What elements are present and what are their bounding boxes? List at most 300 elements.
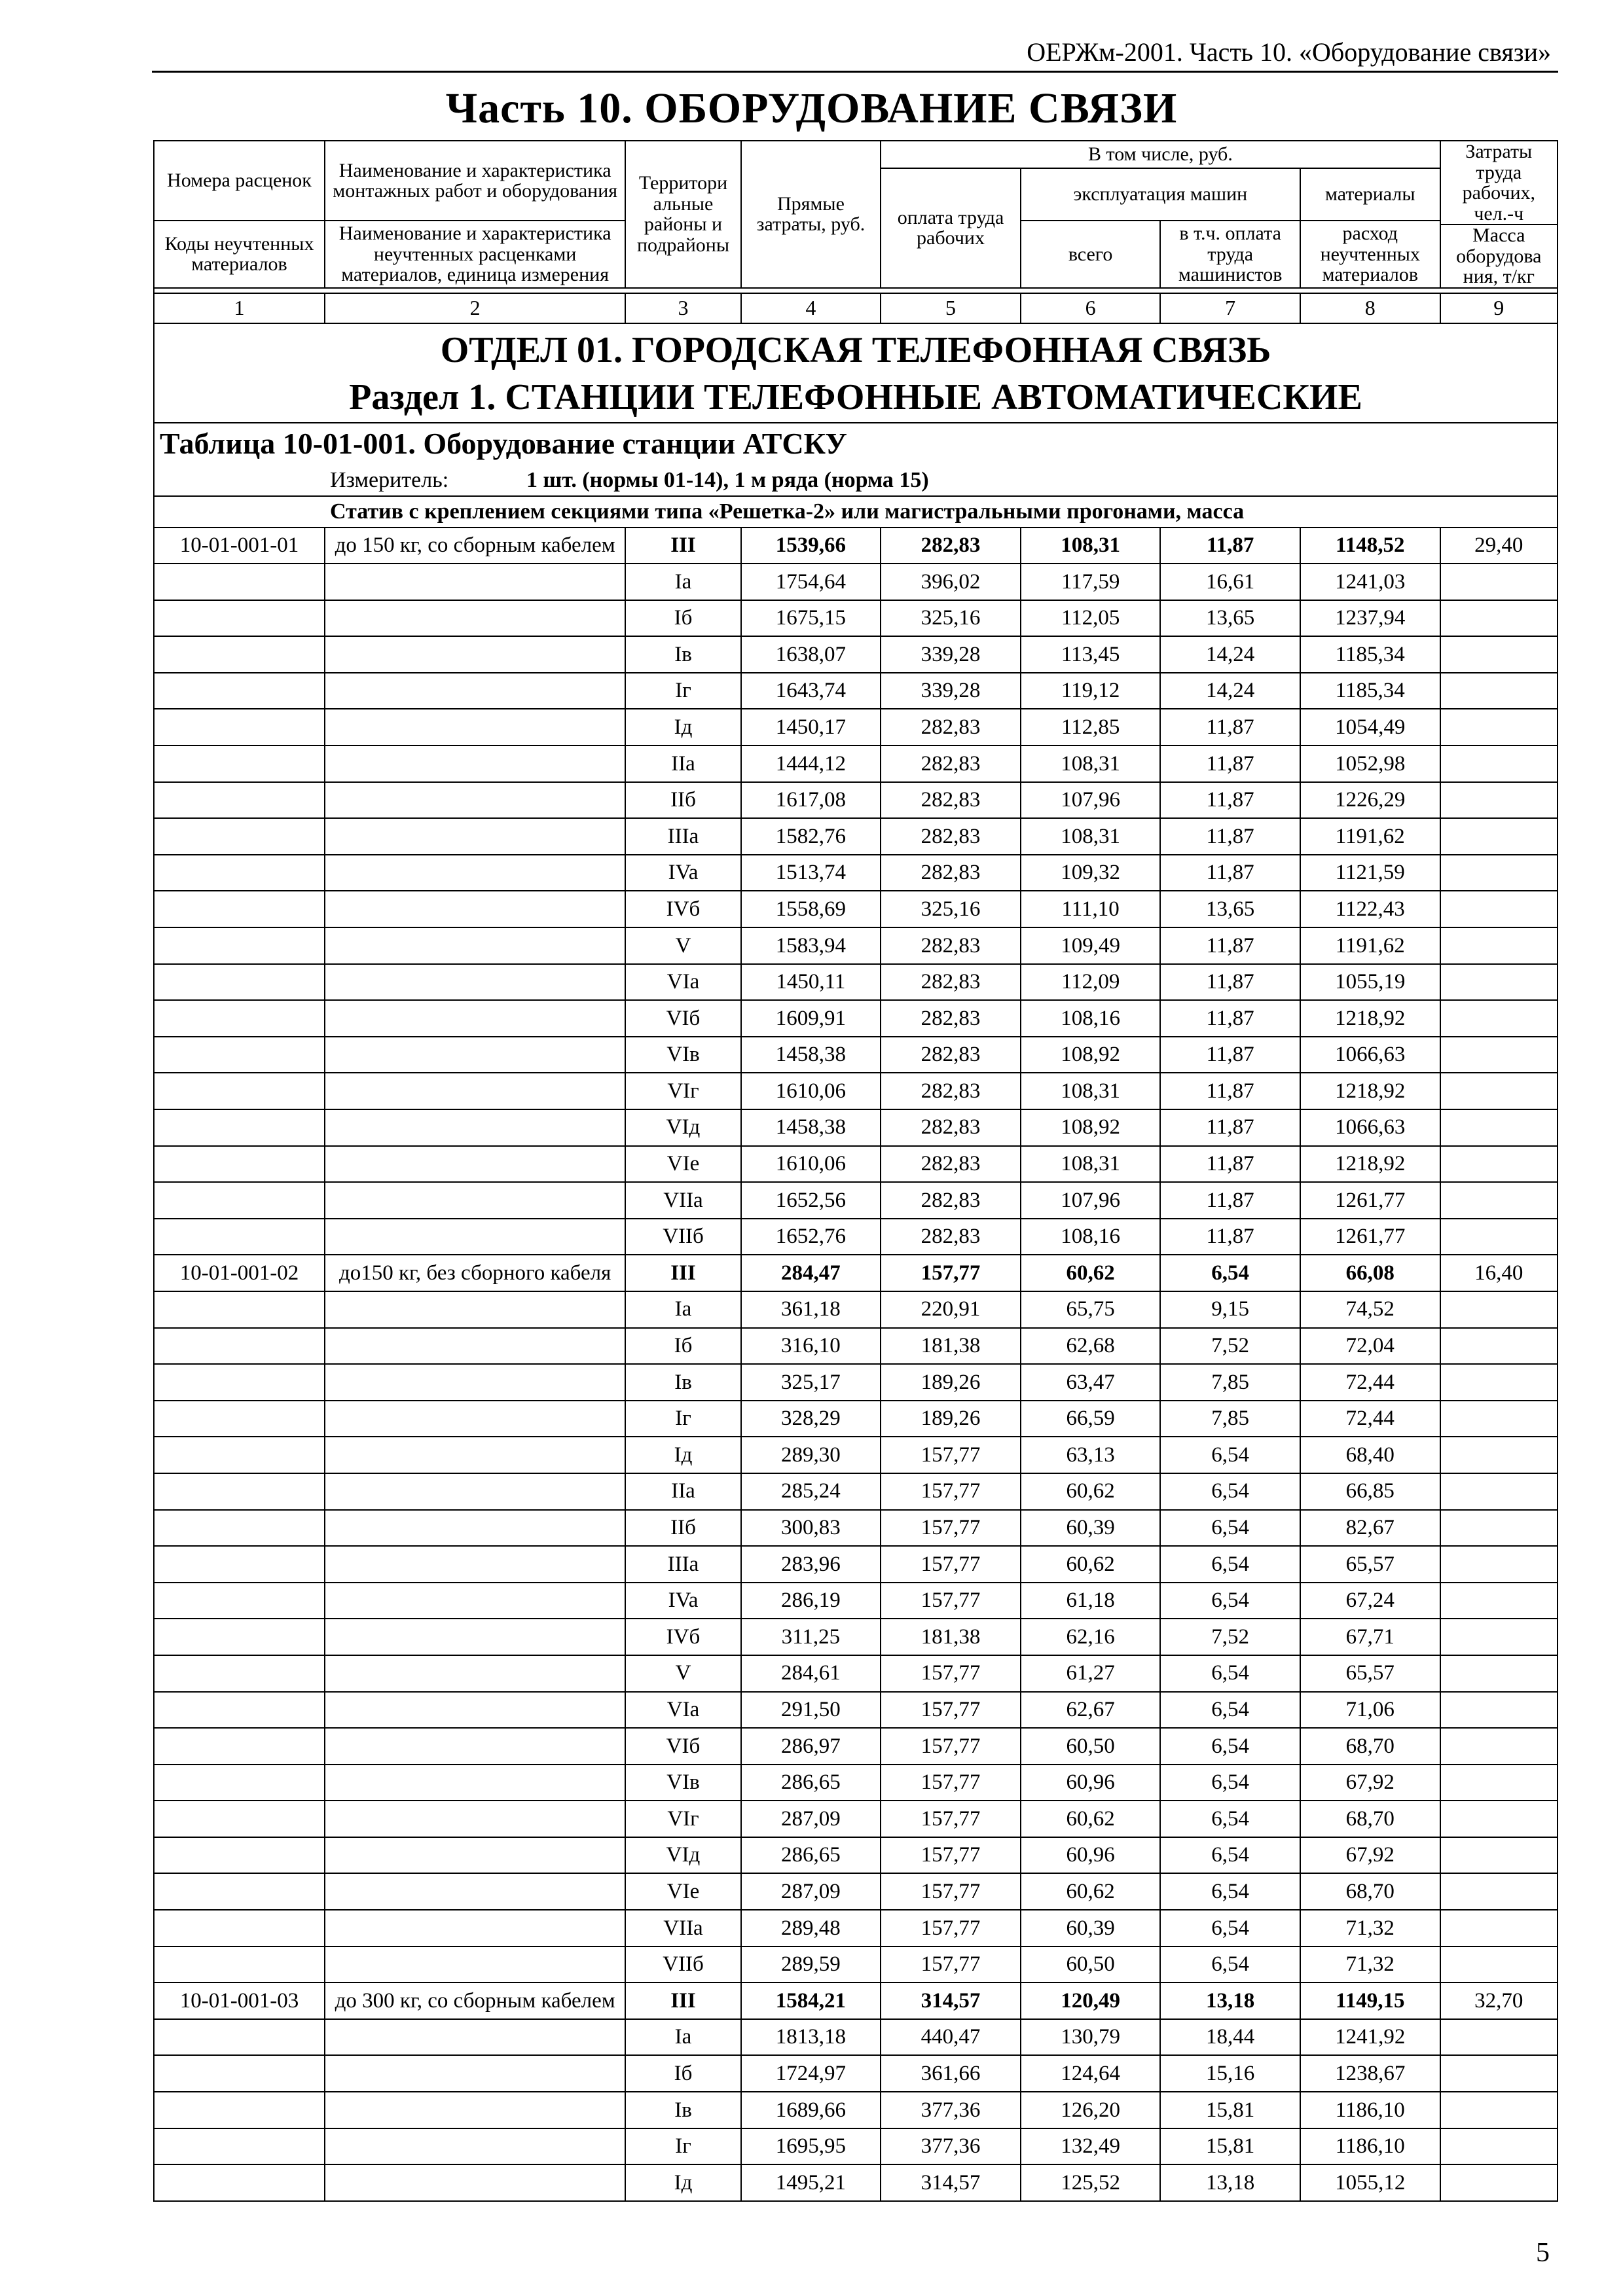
wage-cell: 282,83 — [881, 855, 1021, 891]
table-row — [154, 709, 1558, 745]
header-machines-total: всего — [1021, 221, 1161, 288]
work-name-cell — [325, 1655, 625, 1692]
table-row — [154, 1583, 1558, 1619]
machine-cost-cell: 112,05 — [1021, 600, 1161, 637]
territory-cell: IIa — [625, 745, 740, 782]
labor-cost-cell — [1440, 1037, 1558, 1073]
header-wages: оплата труда рабочих — [881, 168, 1021, 288]
rate-code-cell — [154, 1728, 325, 1765]
work-name-cell — [325, 927, 625, 964]
rack-description: Статив с креплением секциями типа «Решетка-2» или магистральными прогонами, масса — [154, 496, 1558, 528]
table-row — [154, 2055, 1558, 2092]
labor-cost-cell — [1440, 855, 1558, 891]
table-title: Таблица 10-01-001. Оборудование станции АТСКУ — [154, 423, 1558, 465]
rate-code-cell — [154, 1073, 325, 1109]
direct-cost-cell: 287,09 — [741, 1801, 881, 1837]
rate-code-cell — [154, 782, 325, 819]
material-cost-cell: 72,44 — [1300, 1364, 1440, 1401]
machine-cost-cell: 108,16 — [1021, 1219, 1161, 1255]
work-name-cell — [325, 1765, 625, 1801]
machine-cost-cell: 108,92 — [1021, 1109, 1161, 1146]
machinist-wage-cell: 6,54 — [1160, 1692, 1300, 1729]
rate-code-cell — [154, 1473, 325, 1510]
direct-cost-cell: 289,59 — [741, 1946, 881, 1983]
material-cost-cell: 67,71 — [1300, 1619, 1440, 1655]
table-row — [154, 1873, 1558, 1910]
labor-cost-cell — [1440, 1546, 1558, 1583]
work-name-cell — [325, 1437, 625, 1473]
labor-cost-cell — [1440, 1219, 1558, 1255]
rate-code-cell — [154, 964, 325, 1001]
machine-cost-cell: 62,67 — [1021, 1692, 1161, 1729]
direct-cost-cell: 291,50 — [741, 1692, 881, 1729]
material-cost-cell: 67,92 — [1300, 1765, 1440, 1801]
work-name-cell — [325, 709, 625, 745]
work-name-cell — [325, 1182, 625, 1219]
table-row — [154, 600, 1558, 637]
rate-code-cell — [154, 1801, 325, 1837]
work-name-cell — [325, 1219, 625, 1255]
work-name-cell — [325, 1328, 625, 1365]
material-cost-cell: 1261,77 — [1300, 1219, 1440, 1255]
work-name-cell — [325, 1401, 625, 1437]
rate-code-cell — [154, 564, 325, 600]
machine-cost-cell: 109,32 — [1021, 855, 1161, 891]
territory-cell: III — [625, 1982, 740, 2019]
labor-cost-cell — [1440, 1765, 1558, 1801]
material-cost-cell: 1122,43 — [1300, 891, 1440, 927]
material-cost-cell: 82,67 — [1300, 1510, 1440, 1547]
table-row — [154, 855, 1558, 891]
table-row — [154, 964, 1558, 1001]
labor-cost-cell — [1440, 1692, 1558, 1729]
work-name-cell — [325, 1692, 625, 1729]
material-cost-cell: 1066,63 — [1300, 1037, 1440, 1073]
rates-table — [153, 140, 1558, 2202]
machinist-wage-cell: 11,87 — [1160, 1182, 1300, 1219]
machinist-wage-cell: 14,24 — [1160, 636, 1300, 673]
wage-cell: 157,77 — [881, 1437, 1021, 1473]
header-material-consumption: расход неучтенных материалов — [1300, 221, 1440, 288]
header-direct-costs: Прямые затраты, руб. — [741, 141, 881, 288]
direct-cost-cell: 325,17 — [741, 1364, 881, 1401]
machinist-wage-cell: 6,54 — [1160, 1510, 1300, 1547]
work-name-cell — [325, 855, 625, 891]
rate-code-cell — [154, 1655, 325, 1692]
territory-cell: Iд — [625, 709, 740, 745]
direct-cost-cell: 1582,76 — [741, 818, 881, 855]
direct-cost-cell: 1513,74 — [741, 855, 881, 891]
direct-cost-cell: 1609,91 — [741, 1000, 881, 1037]
direct-cost-cell: 1450,11 — [741, 964, 881, 1001]
material-cost-cell: 1054,49 — [1300, 709, 1440, 745]
direct-cost-cell: 1458,38 — [741, 1037, 881, 1073]
table-row — [154, 927, 1558, 964]
material-cost-cell: 72,44 — [1300, 1401, 1440, 1437]
machinist-wage-cell: 6,54 — [1160, 1655, 1300, 1692]
machinist-wage-cell: 11,87 — [1160, 964, 1300, 1001]
rate-code-cell — [154, 1000, 325, 1037]
rate-code-cell — [154, 1837, 325, 1874]
material-cost-cell: 1052,98 — [1300, 745, 1440, 782]
labor-cost-cell — [1440, 1146, 1558, 1183]
table-row — [154, 818, 1558, 855]
wage-cell: 157,77 — [881, 1655, 1021, 1692]
material-cost-cell: 1185,34 — [1300, 673, 1440, 709]
table-row — [154, 1037, 1558, 1073]
labor-cost-cell — [1440, 1437, 1558, 1473]
work-name-cell — [325, 745, 625, 782]
work-name-cell — [325, 818, 625, 855]
work-name-cell — [325, 673, 625, 709]
table-row — [154, 1146, 1558, 1183]
work-name-cell — [325, 1146, 625, 1183]
wage-cell: 282,83 — [881, 927, 1021, 964]
direct-cost-cell: 1583,94 — [741, 927, 881, 964]
rate-code-cell — [154, 1692, 325, 1729]
machinist-wage-cell: 6,54 — [1160, 1946, 1300, 1983]
machine-cost-cell: 61,27 — [1021, 1655, 1161, 1692]
machinist-wage-cell: 7,85 — [1160, 1401, 1300, 1437]
territory-cell: Ia — [625, 2019, 740, 2056]
material-cost-cell: 1226,29 — [1300, 782, 1440, 819]
header-work-name: Наименование и характеристика монтажных работ и оборудования — [325, 141, 625, 221]
work-name-cell — [325, 600, 625, 637]
rate-code-cell — [154, 1946, 325, 1983]
direct-cost-cell: 1689,66 — [741, 2092, 881, 2128]
machinist-wage-cell: 7,52 — [1160, 1619, 1300, 1655]
machinist-wage-cell: 7,85 — [1160, 1364, 1300, 1401]
machinist-wage-cell: 13,18 — [1160, 1982, 1300, 2019]
table-row — [154, 1982, 1558, 2019]
direct-cost-cell: 1584,21 — [741, 1982, 881, 2019]
work-name-cell — [325, 2019, 625, 2056]
material-cost-cell: 1261,77 — [1300, 1182, 1440, 1219]
work-name-cell — [325, 1000, 625, 1037]
work-name-cell — [325, 1473, 625, 1510]
material-cost-cell: 1185,34 — [1300, 636, 1440, 673]
header-machines: эксплуатация машин — [1021, 168, 1300, 221]
labor-cost-cell — [1440, 927, 1558, 964]
work-name-cell — [325, 2128, 625, 2165]
machinist-wage-cell: 14,24 — [1160, 673, 1300, 709]
machinist-wage-cell: 11,87 — [1160, 818, 1300, 855]
table-row — [154, 1109, 1558, 1146]
territory-cell: VIIб — [625, 1946, 740, 1983]
table-row — [154, 1364, 1558, 1401]
header-material-codes: Коды неучтенных материалов — [154, 221, 325, 288]
table-row — [154, 745, 1558, 782]
machine-cost-cell: 60,39 — [1021, 1510, 1161, 1547]
column-number: 2 — [325, 293, 625, 323]
labor-cost-cell — [1440, 636, 1558, 673]
work-name-cell — [325, 1037, 625, 1073]
machinist-wage-cell: 18,44 — [1160, 2019, 1300, 2056]
machinist-wage-cell: 15,81 — [1160, 2092, 1300, 2128]
wage-cell: 325,16 — [881, 891, 1021, 927]
territory-cell: VIд — [625, 1837, 740, 1874]
territory-cell: Iб — [625, 1328, 740, 1365]
wage-cell: 282,83 — [881, 528, 1021, 564]
header-equipment-mass: Масса оборудова ния, т/кг — [1440, 224, 1558, 288]
machine-cost-cell: 117,59 — [1021, 564, 1161, 600]
wage-cell: 220,91 — [881, 1291, 1021, 1328]
machine-cost-cell: 108,31 — [1021, 528, 1161, 564]
labor-cost-cell — [1440, 1837, 1558, 1874]
direct-cost-cell: 1539,66 — [741, 528, 881, 564]
column-number: 8 — [1300, 293, 1440, 323]
territory-cell: VIб — [625, 1000, 740, 1037]
territory-cell: VIб — [625, 1728, 740, 1765]
territory-cell: VIв — [625, 1037, 740, 1073]
machine-cost-cell: 60,62 — [1021, 1873, 1161, 1910]
machine-cost-cell: 60,50 — [1021, 1946, 1161, 1983]
machine-cost-cell: 60,62 — [1021, 1255, 1161, 1291]
material-cost-cell: 1066,63 — [1300, 1109, 1440, 1146]
rate-code-cell — [154, 1510, 325, 1547]
table-row — [154, 1837, 1558, 1874]
machinist-wage-cell: 6,54 — [1160, 1546, 1300, 1583]
work-name-cell — [325, 1546, 625, 1583]
direct-cost-cell: 1610,06 — [741, 1073, 881, 1109]
wage-cell: 189,26 — [881, 1364, 1021, 1401]
rate-code-cell — [154, 1910, 325, 1946]
territory-cell: VIe — [625, 1146, 740, 1183]
material-cost-cell: 1149,15 — [1300, 1982, 1440, 2019]
direct-cost-cell: 1724,97 — [741, 2055, 881, 2092]
material-cost-cell: 74,52 — [1300, 1291, 1440, 1328]
labor-cost-cell — [1440, 1000, 1558, 1037]
wage-cell: 314,57 — [881, 2164, 1021, 2201]
wage-cell: 157,77 — [881, 1255, 1021, 1291]
direct-cost-cell: 1444,12 — [741, 745, 881, 782]
direct-cost-cell: 1558,69 — [741, 891, 881, 927]
territory-cell: Iв — [625, 636, 740, 673]
machine-cost-cell: 109,49 — [1021, 927, 1161, 964]
rate-code-cell — [154, 1765, 325, 1801]
rate-code-cell — [154, 1437, 325, 1473]
machinist-wage-cell: 6,54 — [1160, 1437, 1300, 1473]
machine-cost-cell: 112,85 — [1021, 709, 1161, 745]
territory-cell: VIa — [625, 1692, 740, 1729]
labor-cost-cell — [1440, 600, 1558, 637]
territory-cell: VIIa — [625, 1910, 740, 1946]
measure-unit — [154, 465, 1558, 496]
header-rule — [152, 71, 1558, 73]
machine-cost-cell: 60,96 — [1021, 1837, 1161, 1874]
table-row — [154, 1219, 1558, 1255]
labor-cost-cell — [1440, 1473, 1558, 1510]
wage-cell: 282,83 — [881, 818, 1021, 855]
direct-cost-cell: 1754,64 — [741, 564, 881, 600]
machine-cost-cell: 108,16 — [1021, 1000, 1161, 1037]
table-row — [154, 1510, 1558, 1547]
wage-cell: 314,57 — [881, 1982, 1021, 2019]
direct-cost-cell: 286,19 — [741, 1583, 881, 1619]
wage-cell: 157,77 — [881, 1510, 1021, 1547]
measure-unit-value: 1 шт. (нормы 01-14), 1 м ряда (норма 15) — [526, 467, 929, 492]
header-machinist-wages: в т.ч. оплата труда машинистов — [1160, 221, 1300, 288]
rate-code-cell — [154, 1328, 325, 1365]
machine-cost-cell: 108,31 — [1021, 745, 1161, 782]
wage-cell: 396,02 — [881, 564, 1021, 600]
direct-cost-cell: 300,83 — [741, 1510, 881, 1547]
material-cost-cell: 1237,94 — [1300, 600, 1440, 637]
material-cost-cell: 1191,62 — [1300, 927, 1440, 964]
direct-cost-cell: 361,18 — [741, 1291, 881, 1328]
direct-cost-cell: 1675,15 — [741, 600, 881, 637]
territory-cell: IVб — [625, 891, 740, 927]
wage-cell: 282,83 — [881, 1037, 1021, 1073]
machinist-wage-cell: 6,54 — [1160, 1255, 1300, 1291]
work-name-cell — [325, 1073, 625, 1109]
machinist-wage-cell: 11,87 — [1160, 1000, 1300, 1037]
direct-cost-cell: 311,25 — [741, 1619, 881, 1655]
rate-code-cell — [154, 818, 325, 855]
machinist-wage-cell: 11,87 — [1160, 1219, 1300, 1255]
rate-code-cell — [154, 1182, 325, 1219]
machine-cost-cell: 108,31 — [1021, 1146, 1161, 1183]
material-cost-cell: 66,08 — [1300, 1255, 1440, 1291]
machinist-wage-cell: 7,52 — [1160, 1328, 1300, 1365]
labor-cost-cell — [1440, 1910, 1558, 1946]
machinist-wage-cell: 15,81 — [1160, 2128, 1300, 2165]
labor-cost-cell — [1440, 1291, 1558, 1328]
material-cost-cell: 1148,52 — [1300, 528, 1440, 564]
material-cost-cell: 68,70 — [1300, 1728, 1440, 1765]
machine-cost-cell: 62,16 — [1021, 1619, 1161, 1655]
rate-code-cell — [154, 2019, 325, 2056]
direct-cost-cell: 328,29 — [741, 1401, 881, 1437]
machinist-wage-cell: 11,87 — [1160, 782, 1300, 819]
table-row — [154, 1546, 1558, 1583]
machinist-wage-cell: 11,87 — [1160, 1037, 1300, 1073]
header-labor-costs: Затраты труда рабочих, чел.-ч — [1440, 141, 1558, 224]
machinist-wage-cell: 13,18 — [1160, 2164, 1300, 2201]
labor-cost-cell — [1440, 782, 1558, 819]
labor-cost-cell — [1440, 818, 1558, 855]
table-row — [154, 2092, 1558, 2128]
wage-cell: 282,83 — [881, 1073, 1021, 1109]
machine-cost-cell: 66,59 — [1021, 1401, 1161, 1437]
running-head: ОЕРЖм-2001. Часть 10. «Оборудование связи» — [1027, 37, 1551, 67]
material-cost-cell: 1218,92 — [1300, 1000, 1440, 1037]
territory-cell: Iв — [625, 2092, 740, 2128]
material-cost-cell: 1186,10 — [1300, 2092, 1440, 2128]
wage-cell: 377,36 — [881, 2092, 1021, 2128]
machinist-wage-cell: 11,87 — [1160, 745, 1300, 782]
work-name-cell — [325, 2055, 625, 2092]
machine-cost-cell: 107,96 — [1021, 1182, 1161, 1219]
column-number: 1 — [154, 293, 325, 323]
labor-cost-cell — [1440, 1655, 1558, 1692]
material-cost-cell: 71,32 — [1300, 1910, 1440, 1946]
machinist-wage-cell: 11,87 — [1160, 1146, 1300, 1183]
work-name-cell — [325, 2164, 625, 2201]
rate-code-cell — [154, 673, 325, 709]
wage-cell: 377,36 — [881, 2128, 1021, 2165]
wage-cell: 157,77 — [881, 1946, 1021, 1983]
machinist-wage-cell: 6,54 — [1160, 1583, 1300, 1619]
rate-code-cell — [154, 1619, 325, 1655]
material-cost-cell: 72,04 — [1300, 1328, 1440, 1365]
labor-cost-cell — [1440, 2055, 1558, 2092]
direct-cost-cell: 289,48 — [741, 1910, 881, 1946]
territory-cell: IVa — [625, 1583, 740, 1619]
table-row — [154, 1655, 1558, 1692]
work-name-cell — [325, 1510, 625, 1547]
work-name-cell — [325, 1583, 625, 1619]
wage-cell: 157,77 — [881, 1473, 1021, 1510]
machinist-wage-cell: 16,61 — [1160, 564, 1300, 600]
machine-cost-cell: 112,09 — [1021, 964, 1161, 1001]
work-name-cell — [325, 1728, 625, 1765]
rate-code-cell — [154, 2164, 325, 2201]
material-cost-cell: 1186,10 — [1300, 2128, 1440, 2165]
wage-cell: 282,83 — [881, 709, 1021, 745]
material-cost-cell: 1218,92 — [1300, 1146, 1440, 1183]
table-row — [154, 1328, 1558, 1365]
header-including: В том числе, руб. — [881, 141, 1440, 168]
machine-cost-cell: 63,13 — [1021, 1437, 1161, 1473]
direct-cost-cell: 289,30 — [741, 1437, 881, 1473]
territory-cell: Iб — [625, 2055, 740, 2092]
material-cost-cell: 68,70 — [1300, 1801, 1440, 1837]
wage-cell: 157,77 — [881, 1692, 1021, 1729]
page-number: 5 — [1536, 2238, 1550, 2268]
direct-cost-cell: 1652,76 — [741, 1219, 881, 1255]
rate-code-cell — [154, 2055, 325, 2092]
material-cost-cell: 1241,03 — [1300, 564, 1440, 600]
section-title: Раздел 1. СТАНЦИИ ТЕЛЕФОННЫЕ АВТОМАТИЧЕСКИЕ — [154, 374, 1558, 423]
territory-cell: IIa — [625, 1473, 740, 1510]
labor-cost-cell — [1440, 1182, 1558, 1219]
wage-cell: 282,83 — [881, 1000, 1021, 1037]
machine-cost-cell: 113,45 — [1021, 636, 1161, 673]
rate-code-cell — [154, 891, 325, 927]
wage-cell: 282,83 — [881, 964, 1021, 1001]
rate-code-cell — [154, 927, 325, 964]
machine-cost-cell: 63,47 — [1021, 1364, 1161, 1401]
machine-cost-cell: 60,62 — [1021, 1801, 1161, 1837]
direct-cost-cell: 286,97 — [741, 1728, 881, 1765]
column-number: 6 — [1021, 293, 1161, 323]
direct-cost-cell: 286,65 — [741, 1765, 881, 1801]
territory-cell: IIIa — [625, 1546, 740, 1583]
work-name-cell — [325, 636, 625, 673]
column-number: 7 — [1160, 293, 1300, 323]
table-row — [154, 1000, 1558, 1037]
material-cost-cell: 71,06 — [1300, 1692, 1440, 1729]
labor-cost-cell — [1440, 1873, 1558, 1910]
labor-cost-cell — [1440, 1583, 1558, 1619]
territory-cell: Iг — [625, 673, 740, 709]
material-cost-cell: 68,70 — [1300, 1873, 1440, 1910]
wage-cell: 189,26 — [881, 1401, 1021, 1437]
material-cost-cell: 71,32 — [1300, 1946, 1440, 1983]
rate-code-cell — [154, 1109, 325, 1146]
machine-cost-cell: 111,10 — [1021, 891, 1161, 927]
direct-cost-cell: 1652,56 — [741, 1182, 881, 1219]
territory-cell: III — [625, 528, 740, 564]
labor-cost-cell: 16,40 — [1440, 1255, 1558, 1291]
direct-cost-cell: 1610,06 — [741, 1146, 881, 1183]
column-number: 9 — [1440, 293, 1558, 323]
labor-cost-cell — [1440, 564, 1558, 600]
territory-cell: Iд — [625, 1437, 740, 1473]
table-row — [154, 1073, 1558, 1109]
machine-cost-cell: 60,39 — [1021, 1910, 1161, 1946]
